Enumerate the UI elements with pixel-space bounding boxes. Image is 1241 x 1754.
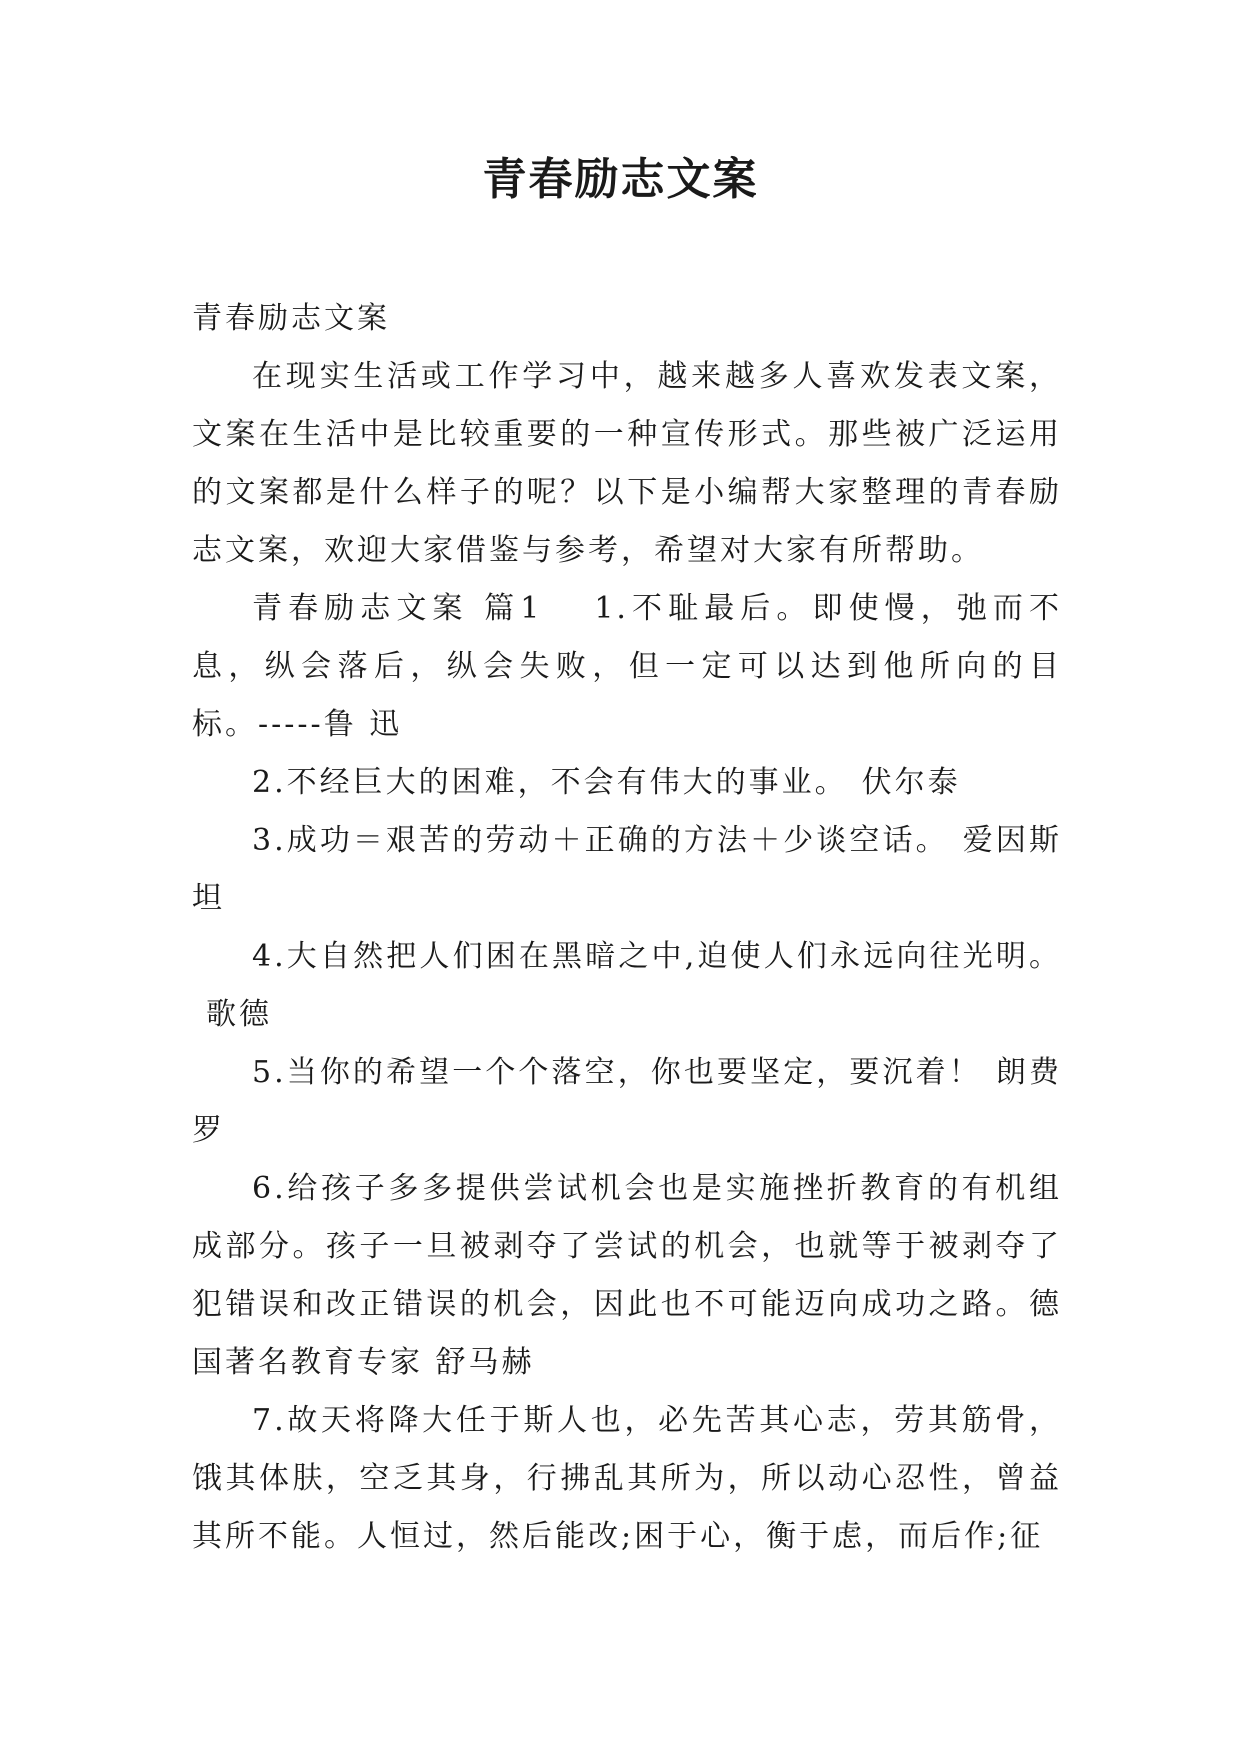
quote-author: 朗费罗 — [192, 1055, 1063, 1148]
quote-item-7 — [192, 1392, 1062, 1566]
quote-item-3 — [192, 812, 1062, 928]
quote-text: 3.成功＝艰苦的劳动＋正确的方法＋少谈空话。 — [252, 823, 949, 858]
intro-paragraph: 在现实生活或工作学习中，越来越多人喜欢发表文案，文案在生活中是比较重要的一种宣传形式。那些被广泛运用的文案都是什么样子的呢？以下是小编帮大家整理的青春励志文案，欢迎大家借鉴与参考，希望对大家有所帮助。 — [192, 359, 1062, 568]
document-title: 青春励志文案 — [482, 154, 759, 205]
quote-text: 4.大自然把人们困在黑暗之中,迫使人们永远向往光明。 — [252, 939, 1062, 974]
quote-text: 5.当你的希望一个个落空，你也要坚定，要沉着！ — [252, 1055, 982, 1090]
quote-author: 鲁 迅 — [323, 707, 403, 742]
quote-item-1 — [192, 580, 1062, 754]
quote-text: 2.不经巨大的困难，不会有伟大的事业。 — [252, 765, 848, 800]
quote-author: 德国著名教育专家 舒马赫 — [192, 1287, 1062, 1380]
quote-item-2 — [192, 754, 1062, 812]
quote-text: 7.故天将降大任于斯人也，必先苦其心志，劳其筋骨，饿其体肤，空乏其身，行拂乱其所为，所以动心忍性，曾益其所不能。人恒过，然后能改;困于心，衡于虑，而后作;征 — [192, 1403, 1062, 1554]
quote-item-6 — [192, 1160, 1062, 1392]
document-subtitle: 青春励志文案 — [192, 301, 390, 336]
quote-item-4 — [192, 928, 1062, 1044]
section-heading: 青春励志文案 篇1 — [252, 591, 543, 626]
document-body — [192, 290, 1062, 1566]
quote-text: 1.不耻最后。即使慢，弛而不息，纵会落后，纵会失败，但一定可以达到他所向的目标。----- — [192, 591, 1063, 742]
quote-author: 伏尔泰 — [861, 765, 961, 800]
quote-author: 歌德 — [206, 997, 272, 1032]
quote-author: 爱因斯坦 — [192, 823, 1063, 916]
quote-text: 6.给孩子多多提供尝试机会也是实施挫折教育的有机组成部分。孩子一旦被剥夺了尝试的机会，也就等于被剥夺了犯错误和改正错误的机会，因此也不可能迈向成功之路。 — [192, 1171, 1062, 1322]
quote-item-5 — [192, 1044, 1062, 1160]
